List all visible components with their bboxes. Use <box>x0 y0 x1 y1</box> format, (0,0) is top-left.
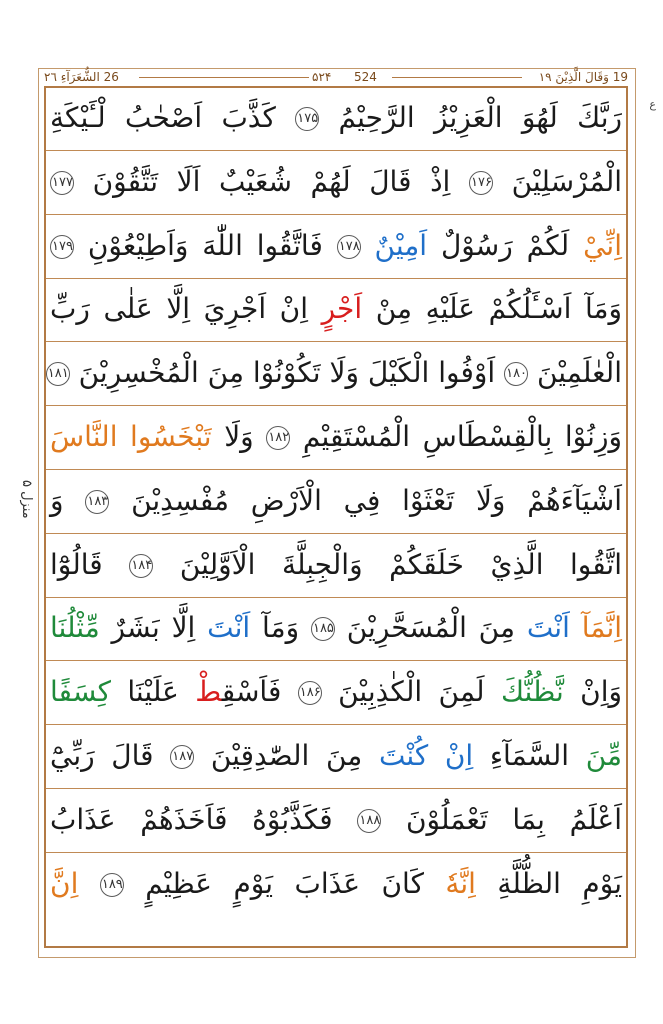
page-header <box>44 70 628 86</box>
verse-line <box>50 730 622 782</box>
page-number-arabic: ۵۲۴ <box>312 70 332 84</box>
verse-text: كَانَ عَذَابَ يَوْمٍ عَظِيْمٍ <box>123 866 446 900</box>
verse-line <box>50 858 622 910</box>
ayah-number-marker: ۱۸۸ <box>357 809 381 833</box>
ruku-mark: ع <box>649 98 656 111</box>
verse-text: وَمَآ اَسْـَٔلُكُمْ عَلَيْهِ مِنْ <box>362 292 622 326</box>
verse-text: وَمَآ <box>250 611 311 645</box>
verse-text: كَذَّبَ اَصْحٰبُ لْـَٔيْكَةِ <box>50 101 296 134</box>
verse-text: اَعْلَمُ بِمَا تَعْمَلُوْنَ <box>381 802 622 836</box>
verse-text: الْمُرْسَلِيْنَ <box>492 164 623 198</box>
verse-text: اِنْ كُنْتَ <box>378 739 474 772</box>
verse-text: اِذْ قَالَ لَهُمْ شُعَيْبٌ اَلَا تَتَّقُوْنَ <box>74 164 469 198</box>
verse-line <box>50 539 622 591</box>
verse-text: قَالَ رَبِّيْٓ <box>50 739 171 772</box>
verse-text: الْعٰلَمِيْنَ <box>528 356 622 390</box>
line-separator <box>46 788 626 789</box>
line-separator <box>46 278 626 279</box>
verse-text: اَمِيْنٌ <box>374 228 428 262</box>
line-separator <box>46 724 626 725</box>
ayah-number-marker: ۱۷۷ <box>50 171 74 195</box>
line-separator <box>46 660 626 661</box>
ayah-number-marker: ۱۸۴ <box>129 554 153 578</box>
verse-text: كِسَفًا <box>50 675 112 709</box>
manzil-mark: منزل ۵ <box>19 480 34 519</box>
line-separator <box>46 214 626 215</box>
verse-text: فَاتَّقُوا اللّٰهَ وَاَطِيْعُوْنِ <box>74 228 337 262</box>
ayah-number-marker: ۱۸۰ <box>504 362 528 386</box>
ayah-number-marker: ۱۸۹ <box>100 873 124 897</box>
verse-line <box>50 411 622 463</box>
line-separator <box>46 150 626 151</box>
verse-text: اِنْ اَجْرِيَ اِلَّا عَلٰى رَبِّ <box>50 292 322 326</box>
verse-text <box>570 611 582 644</box>
verse-line <box>50 220 622 272</box>
verse-text: لَكُمْ رَسُوْلٌ <box>427 228 584 262</box>
ayah-number-marker: ۱۸۶ <box>298 681 322 705</box>
line-separator <box>46 341 626 342</box>
verse-text: مِّثْلُنَا <box>50 611 112 645</box>
verse-text: مِنَ الصّٰدِقِيْنَ <box>194 739 379 772</box>
ayah-number-marker: ۱۷۸ <box>337 235 361 259</box>
line-separator <box>46 405 626 406</box>
verse-text: اِنَّمَآ <box>581 611 623 645</box>
verse-text: اِنِّيْ <box>583 228 622 262</box>
verse-text: اِنَّ <box>50 866 79 900</box>
header-divider <box>139 77 309 78</box>
verse-text: اَشْيَآءَهُمْ وَلَا تَعْثَوْا فِي الْاَرْضِ مُفْسِدِيْنَ <box>109 483 622 517</box>
ayah-number-marker: ۱۸۳ <box>85 490 109 514</box>
line-separator <box>46 852 626 853</box>
verse-text <box>361 229 375 262</box>
verse-text: تَبْخَسُوا النَّاسَ <box>50 420 212 453</box>
ayah-number-marker: ۱۸۲ <box>266 426 290 450</box>
surah-name: 26 الشُّعَرَآءِ ٢٦ <box>44 70 119 84</box>
header-divider <box>392 77 522 78</box>
page-number: 524 <box>354 70 377 84</box>
verse-text: نَّظُنُّكَ <box>500 675 564 709</box>
verse-line <box>50 475 622 527</box>
line-separator <box>46 597 626 598</box>
verse-text: فَاَسْقِ <box>221 675 298 709</box>
verse-line <box>50 283 622 335</box>
verse-text: وَلَا <box>211 420 267 453</box>
verse-text: اَوْفُوا الْكَيْلَ وَلَا تَكُوْنُوْا مِنَ الْمُخْسِرِيْنَ <box>69 356 505 390</box>
verse-text: فَكَذَّبُوْهُ فَاَخَذَهُمْ عَذَابُ <box>50 802 358 836</box>
verse-line <box>50 156 622 208</box>
verse-text: وَزِنُوْا بِالْقِسْطَاسِ الْمُسْتَقِيْمِ <box>290 420 622 453</box>
verse-text <box>78 867 99 900</box>
verse-text: اِلَّا بَشَرٌ <box>111 611 208 645</box>
para-name: 19 وَقَالَ الَّذِيْنَ ١٩ <box>538 70 628 84</box>
verse-line <box>50 666 622 718</box>
verse-line <box>50 794 622 846</box>
verse-text: لَمِنَ الْكٰذِبِيْنَ <box>321 675 501 709</box>
ayah-number-marker: ۱۷۹ <box>50 235 74 259</box>
ayah-number-marker: ۱۷۵ <box>295 107 319 131</box>
verse-text: اَنْتَ <box>526 611 570 645</box>
verse-text: عَلَيْنَا <box>111 675 196 709</box>
verse-text: طْ <box>195 675 222 709</box>
ayah-number-marker: ۱۸۱ <box>46 362 70 386</box>
verse-line <box>50 602 622 654</box>
verse-line <box>47 347 622 399</box>
ayah-number-marker: ۱۸۵ <box>311 617 335 641</box>
verse-text: اَجْرٍ <box>321 292 363 326</box>
verse-text: مِنَ الْمُسَحَّرِيْنَ <box>334 611 527 645</box>
verse-text: يَوْمِ الظُّلَّةِ <box>475 866 622 900</box>
verse-text: وَ <box>50 483 86 517</box>
ayah-number-marker: ۱۸۷ <box>170 745 194 769</box>
line-separator <box>46 469 626 470</box>
verse-text: اتَّقُوا الَّذِيْ خَلَقَكُمْ وَالْجِبِلَّةَ الْاَوَّلِيْنَ <box>153 547 623 581</box>
ayah-number-marker: ۱۷۶ <box>469 171 493 195</box>
verse-text: رَبَّكَ لَهُوَ الْعَزِيْزُ الرَّحِيْمُ <box>319 101 623 134</box>
verse-text: اِنَّهٗ <box>445 866 476 900</box>
verse-text: اَنْتَ <box>207 611 251 645</box>
verse-text: السَّمَآءِ <box>473 739 586 772</box>
verse-text: قَالُوْٓا <box>50 547 130 581</box>
line-separator <box>46 533 626 534</box>
verse-text: مِّنَ <box>585 739 623 772</box>
verse-text: وَاِنْ <box>563 675 622 709</box>
verse-line <box>50 92 622 144</box>
